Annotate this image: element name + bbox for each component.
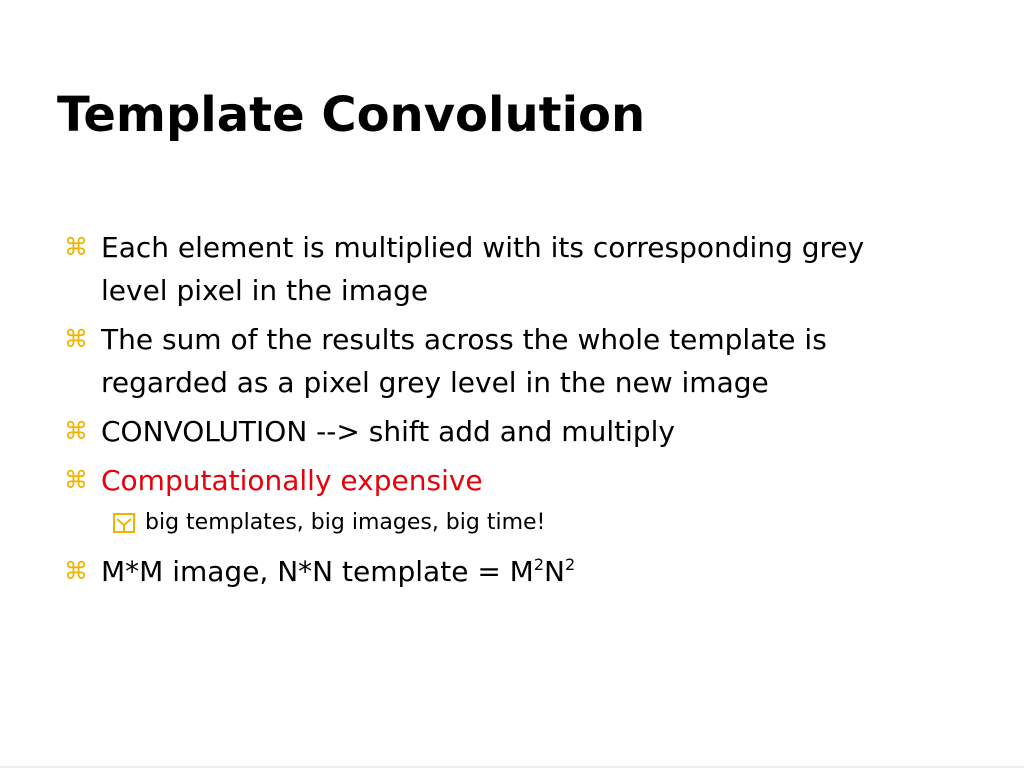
superscript: 2	[533, 555, 545, 574]
command-key-icon: ⌘	[64, 325, 88, 353]
sub-bullet-item	[113, 506, 944, 540]
bullet-text: CONVOLUTION --> shift add and multiply	[101, 415, 675, 448]
bullet-item	[64, 550, 944, 593]
bullet-text-formula: M*M image, N*N template = $M^2N^2$	[101, 555, 576, 588]
command-key-icon: ⌘	[64, 233, 88, 261]
slide-title: Template Convolution	[57, 87, 646, 143]
command-key-icon: ⌘	[64, 557, 88, 585]
command-key-icon: ⌘	[64, 417, 88, 445]
bullet-list	[64, 226, 944, 599]
command-key-icon: ⌘	[64, 466, 88, 494]
bullet-text-highlighted: Computationally expensive	[101, 464, 483, 497]
bullet-item	[64, 410, 944, 453]
superscript: 2	[564, 555, 576, 574]
bullet-item	[64, 459, 944, 502]
checkbox-icon	[113, 513, 135, 533]
sub-bullet-text: big templates, big images, big time!	[145, 510, 546, 535]
bullet-item	[64, 318, 944, 404]
bullet-item	[64, 226, 944, 312]
bullet-text: The sum of the results across the whole template is regarded as a pixel grey level in the new image	[101, 323, 827, 399]
bullet-text: Each element is multiplied with its corresponding grey level pixel in the image	[101, 231, 865, 307]
